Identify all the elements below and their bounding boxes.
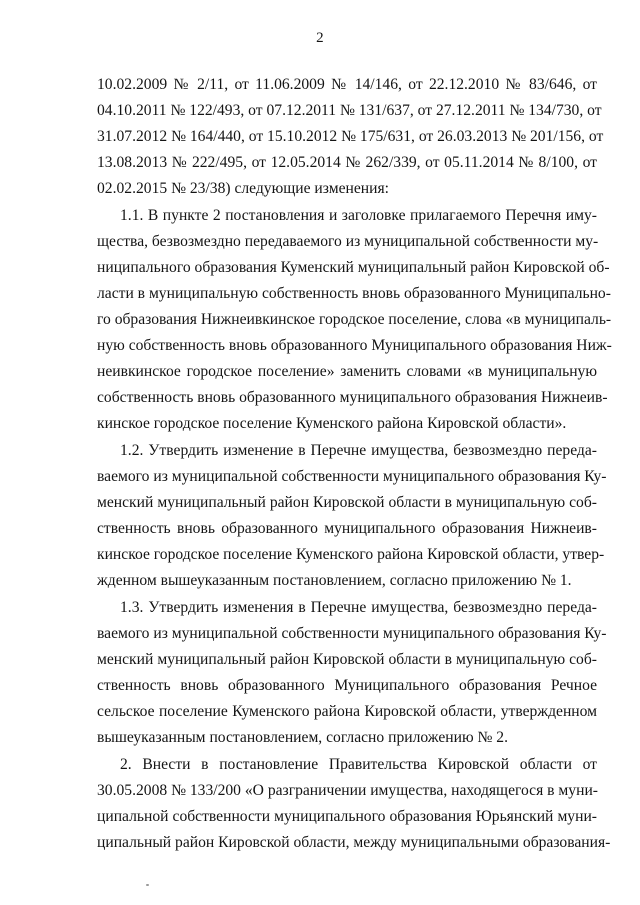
text-line: 2. Внести в постановление Правительства Кировской области от bbox=[120, 756, 597, 773]
text-line: 04.10.2011 № 122/493, от 07.12.2011 № 131/637, от 27.12.2011 № 134/730, от bbox=[97, 102, 602, 119]
text-line: 30.05.2008 № 133/200 «О разграничении имущества, находящегося в муни- bbox=[97, 782, 598, 799]
text-line: 31.07.2012 № 164/440, от 15.10.2012 № 175/631, от 26.03.2013 № 201/156, от bbox=[97, 128, 604, 145]
text-line: менский муниципальный район Кировской области в муниципальную соб- bbox=[97, 651, 597, 668]
text-line: жденном вышеуказанным постановлением, согласно приложению № 1. bbox=[97, 572, 572, 589]
text-line: ную собственность вновь образованного Муниципального образования Ниж- bbox=[97, 337, 612, 354]
text-line: ципальный район Кировской области, между муниципальными образования- bbox=[97, 834, 611, 851]
text-line: ласти в муниципальную собственность вновь образованного Муниципально- bbox=[97, 285, 611, 302]
text-line: ственность вновь образованного Муниципального образования Речное bbox=[97, 677, 597, 694]
text-line: собственность вновь образованного муниципального образования Нижнеив- bbox=[97, 389, 608, 406]
text-line: вышеуказанным постановлением, согласно приложению № 2. bbox=[97, 729, 508, 746]
text-line: ваемого из муниципальной собственности муниципального образования Ку- bbox=[97, 625, 607, 642]
text-line: 13.08.2013 № 222/495, от 12.05.2014 № 262/339, от 05.11.2014 № 8/100, от bbox=[97, 154, 597, 171]
text-line: 1.2. Утвердить изменение в Перечне имущества, безвозмездно переда- bbox=[120, 442, 597, 459]
text-line: кинское городское поселение Куменского района Кировской области, утвер- bbox=[97, 546, 605, 563]
text-line: го образования Нижнеивкинское городское поселение, слова «в муниципаль- bbox=[97, 311, 612, 328]
text-line: 02.02.2015 № 23/38) следующие изменения: bbox=[97, 180, 389, 197]
text-line: 10.02.2009 № 2/11, от 11.06.2009 № 14/146, от 22.12.2010 № 83/646, от bbox=[97, 76, 597, 93]
text-line: кинское городское поселение Куменского района Кировской области». bbox=[97, 415, 567, 432]
text-line: ваемого из муниципальной собственности муниципального образования Ку- bbox=[97, 468, 607, 485]
text-line: сельское поселение Куменского района Кировской области, утвержденном bbox=[97, 703, 597, 720]
page-number: 2 bbox=[316, 30, 324, 46]
text-line: неивкинское городское поселение» заменить словами «в муниципальную bbox=[97, 363, 597, 380]
text-line: менский муниципальный район Кировской области в муниципальную соб- bbox=[97, 494, 597, 511]
text-line: ниципального образования Куменский муниципальный район Кировской об- bbox=[97, 259, 610, 276]
text-line: 1.1. В пункте 2 постановления и заголовке прилагаемого Перечня иму- bbox=[120, 207, 597, 224]
text-line: ципальной собственности муниципального образования Юрьянский муни- bbox=[97, 808, 597, 825]
scan-speck bbox=[146, 884, 149, 886]
text-line: щества, безвозмездно передаваемого из муниципальной собственности му- bbox=[97, 233, 599, 250]
text-line: ственность вновь образованного муниципального образования Нижнеив- bbox=[97, 520, 597, 537]
text-line: 1.3. Утвердить изменения в Перечне имущества, безвозмездно переда- bbox=[120, 599, 597, 616]
